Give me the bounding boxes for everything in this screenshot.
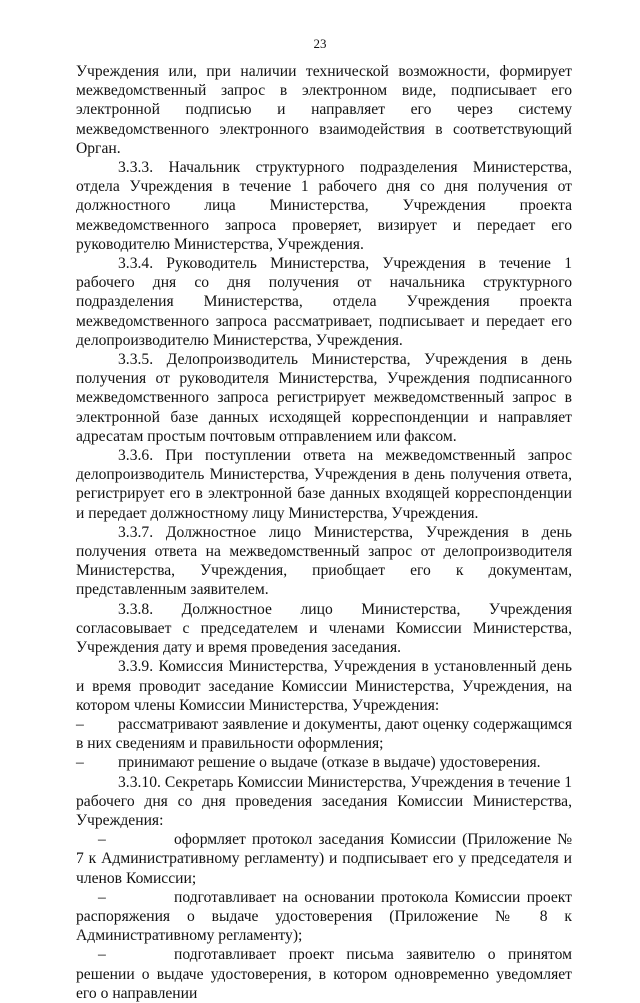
paragraph-continuation: Учреждения или, при наличии технической возможности, формирует межведомственный запрос в электронном виде, подписывает его электронной подписью и направляет его через систему межведомственного электронного взаимодействия в соответствующий Орган.: [76, 63, 572, 157]
list-item-text: подготавливает на основании протокола Комиссии проект распоряжения о выдаче удостоверения (Приложение № 8 к Административному регламенту);: [76, 888, 572, 945]
list-item-text: рассматривают заявление и документы, дают оценку содержащимся в них сведениям и правильности оформления;: [76, 715, 572, 753]
list-item: [76, 753, 572, 772]
dash-bullet: –: [98, 888, 106, 906]
paragraph-3-3-3: 3.3.3. Начальник структурного подразделения Министерства, отдела Учреждения в течение 1 рабочего дня со дня получения от должностного лица Министерства, Учреждения проекта межведомственного запроса проверяет, визирует и передает его руководителю Министерства, Учреждения.: [76, 159, 572, 253]
list-item: [76, 715, 572, 753]
dash-bullet: –: [76, 715, 84, 733]
list-item: [76, 888, 572, 946]
paragraph-3-3-4: 3.3.4. Руководитель Министерства, Учреждения в течение 1 рабочего дня со дня получения от начальника структурного подразделения Министерства, отдела Учреждения проекта межведомственного запроса рассматривает, подписывает и передает его делопроизводителю Министерства, Учреждения.: [76, 255, 572, 349]
dash-bullet: –: [98, 831, 106, 849]
document-body: [76, 62, 572, 1003]
paragraph-3-3-6: 3.3.6. При поступлении ответа на межведомственный запрос делопроизводитель Министерства, Учреждения в день получения ответа, регистрирует его в электронной базе данных входящей корреспонденции и передает должностному лицу Министерства, Учреждения.: [76, 447, 572, 522]
list-item-text: принимают решение о выдаче (отказе в выдаче) удостоверения.: [118, 754, 541, 772]
list-item: [76, 945, 572, 1003]
dash-bullet: –: [98, 946, 106, 964]
paragraph-3-3-7: 3.3.7. Должностное лицо Министерства, Учреждения в день получения ответа на межведомственный запрос от делопроизводителя Министерства, Учреждения, приобщает его к документам, представленным заявителем.: [76, 523, 572, 599]
page-number: 23: [313, 36, 327, 51]
paragraph-3-3-10: 3.3.10. Секретарь Комиссии Министерства, Учреждения в течение 1 рабочего дня со дня проведения заседания Комиссии Министерства, Учреждения:: [76, 773, 572, 829]
paragraph-3-3-5: 3.3.5. Делопроизводитель Министерства, Учреждения в день получения от руководителя Министерства, Учреждения подписанного межведомственного запроса регистрирует межведомственный запрос в электронной базе данных исходящей корреспонденции и направляет адресатам простым почтовым отправлением или факсом.: [76, 351, 572, 445]
list-item-text: подготавливает проект письма заявителю о принятом решении о выдаче удостоверения, в котором одновременно уведомляет его о направлении: [76, 946, 572, 1002]
paragraph-3-3-9: 3.3.9. Комиссия Министерства, Учреждения в установленный день и время проводит заседание Комиссии Министерства, Учреждения, на котором члены Комиссии Министерства, Учреждения:: [76, 658, 572, 714]
list-item: [76, 830, 572, 888]
paragraph-3-3-8: 3.3.8. Должностное лицо Министерства, Учреждения согласовывает с председателем и членами Комиссии Министерства, Учреждения дату и время проведения заседания.: [76, 600, 572, 657]
dash-bullet: –: [76, 754, 84, 772]
list-item-text: оформляет протокол заседания Комиссии (Приложение № 7 к Административному регламенту) и подписывает его у председателя и членов Комиссии;: [76, 831, 572, 887]
